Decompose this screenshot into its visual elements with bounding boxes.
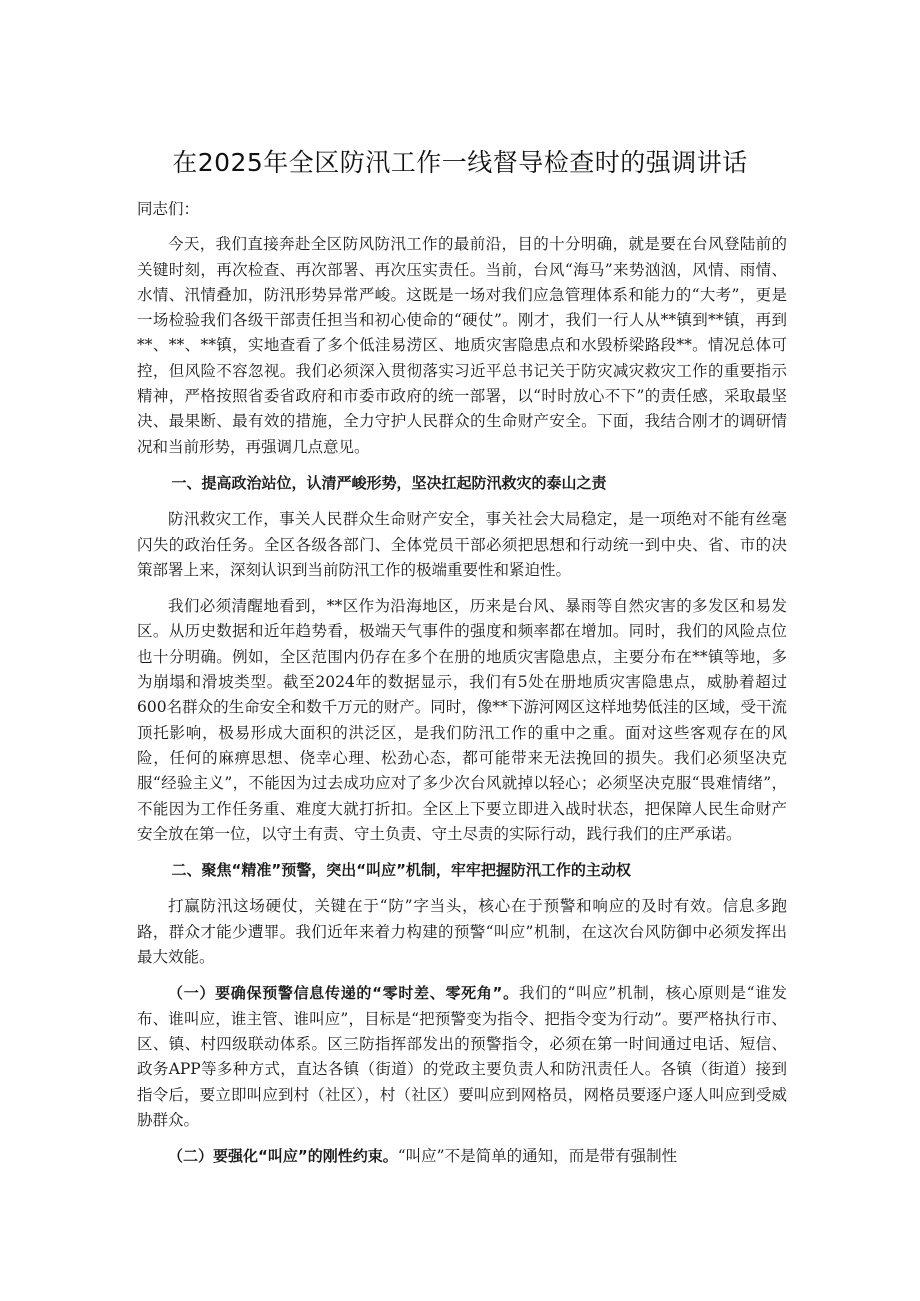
subsection-2-lead: （二）要强化“叫应”的刚性约束。 [168, 1147, 398, 1166]
section-2-heading: 二、聚焦“精准”预警，突出“叫应”机制，牢牢把握防汛工作的主动权 [171, 861, 631, 880]
document-body [137, 197, 787, 1180]
subsection-2-text: “叫应”不是简单的通知，而是带有强制性 [397, 1147, 678, 1166]
subsection-1-lead: （一）要确保预警信息传递的“零时差、零死角”。 [168, 984, 519, 1003]
section-2-subsection-1 [137, 981, 787, 1133]
section-1-paragraph-1: 防汛救灾工作，事关人民群众生命财产安全，事关社会大局稳定，是一项绝对不能有丝毫闪失的政治任务。全区各级各部门、全体党员干部必须把思想和行动统一到中央、省、市的决策部署上来，深刻认识到当前防汛工作的极端重要性和紧迫性。 [137, 510, 787, 579]
section-1-paragraph-2: 我们必须清醒地看到，**区作为沿海地区，历来是台风、暴雨等自然灾害的多发区和易发区。从历史数据和近年趋势看，极端天气事件的强度和频率都在增加。同时，我们的风险点位也十分明确。例如，全区范围内仍存在多个在册的地质灾害隐患点，主要分布在**镇等地，多为崩塌和滑坡类型。截至2024年的数据显示，我们有5处在册地质灾害隐患点，威胁着超过600名群众的生命安全和数千万元的财产。同时，像**下游河网区这样地势低洼的区域，受干流顶托影响，极易形成大面积的洪泛区，是我们防汛工作的重中之重。面对这些客观存在的风险，任何的麻痹思想、侥幸心理、松劲心态，都可能带来无法挽回的损失。我们必须坚决克服“经验主义”，不能因为过去成功应对了多少次台风就掉以轻心；必须坚决克服“畏难情绪”，不能因为工作任务重、难度大就打折扣。全区上下要立即进入战时状态，把保障人民生命财产安全放在第一位，以守土有责、守土负责、守土尽责的实际行动，践行我们的庄严承诺。 [137, 597, 787, 843]
intro-paragraph: 今天，我们直接奔赴全区防风防汛工作的最前沿，目的十分明确，就是要在台风登陆前的关键时刻，再次检查、再次部署、再次压实责任。当前，台风“海马”来势汹汹，风情、雨情、水情、汛情叠加，防汛形势异常严峻。这既是一场对我们应急管理体系和能力的“大考”，更是一场检验我们各级干部责任担当和初心使命的“硬仗”。刚才，我们一行人从**镇到**镇，再到**、**、**镇，实地查看了多个低洼易涝区、地质灾害隐患点和水毁桥梁路段**。情况总体可控，但风险不容忽视。我们必须深入贯彻落实习近平总书记关于防灾减灾救灾工作的重要指示精神，严格按照省委省政府和市委市政府的统一部署，以“时时放心不下”的责任感，采取最坚决、最果断、最有效的措施，全力守护人民群众的生命财产安全。下面，我结合刚才的调研情况和当前形势，再强调几点意见。 [137, 235, 787, 456]
section-1-heading: 一、提高政治站位，认清严峻形势，坚决扛起防汛救灾的泰山之责 [171, 473, 607, 492]
greeting: 同志们： [137, 200, 200, 218]
document-title: 在2025年全区防汛工作一线督导检查时的强调讲话 [172, 148, 748, 177]
subsection-1-text: 我们的“叫应”机制，核心原则是“谁发布、谁叫应，谁主管、谁叫应”，目标是“把预警变为指令、把指令变为行动”。要严格执行市、区、镇、村四级联动体系。区三防指挥部发出的预警指令，必须在第一时间通过电话、短信、政务APP等多种方式，直达各镇（街道）的党政主要负责人和防汛责任人。各镇（街道）接到指令后，要立即叫应到村（社区），村（社区）要叫应到网格员，网格员要逐户逐人叫应到受威胁群众。 [137, 984, 787, 1129]
section-2-subsection-2 [137, 1144, 787, 1169]
section-2-paragraph-1: 打赢防汛这场硬仗，关键在于“防”字当头，核心在于预警和响应的及时有效。信息多跑路，群众才能少遭罪。我们近年来着力构建的预警“叫应”机制，在这次台风防御中必须发挥出最大效能。 [137, 897, 787, 967]
